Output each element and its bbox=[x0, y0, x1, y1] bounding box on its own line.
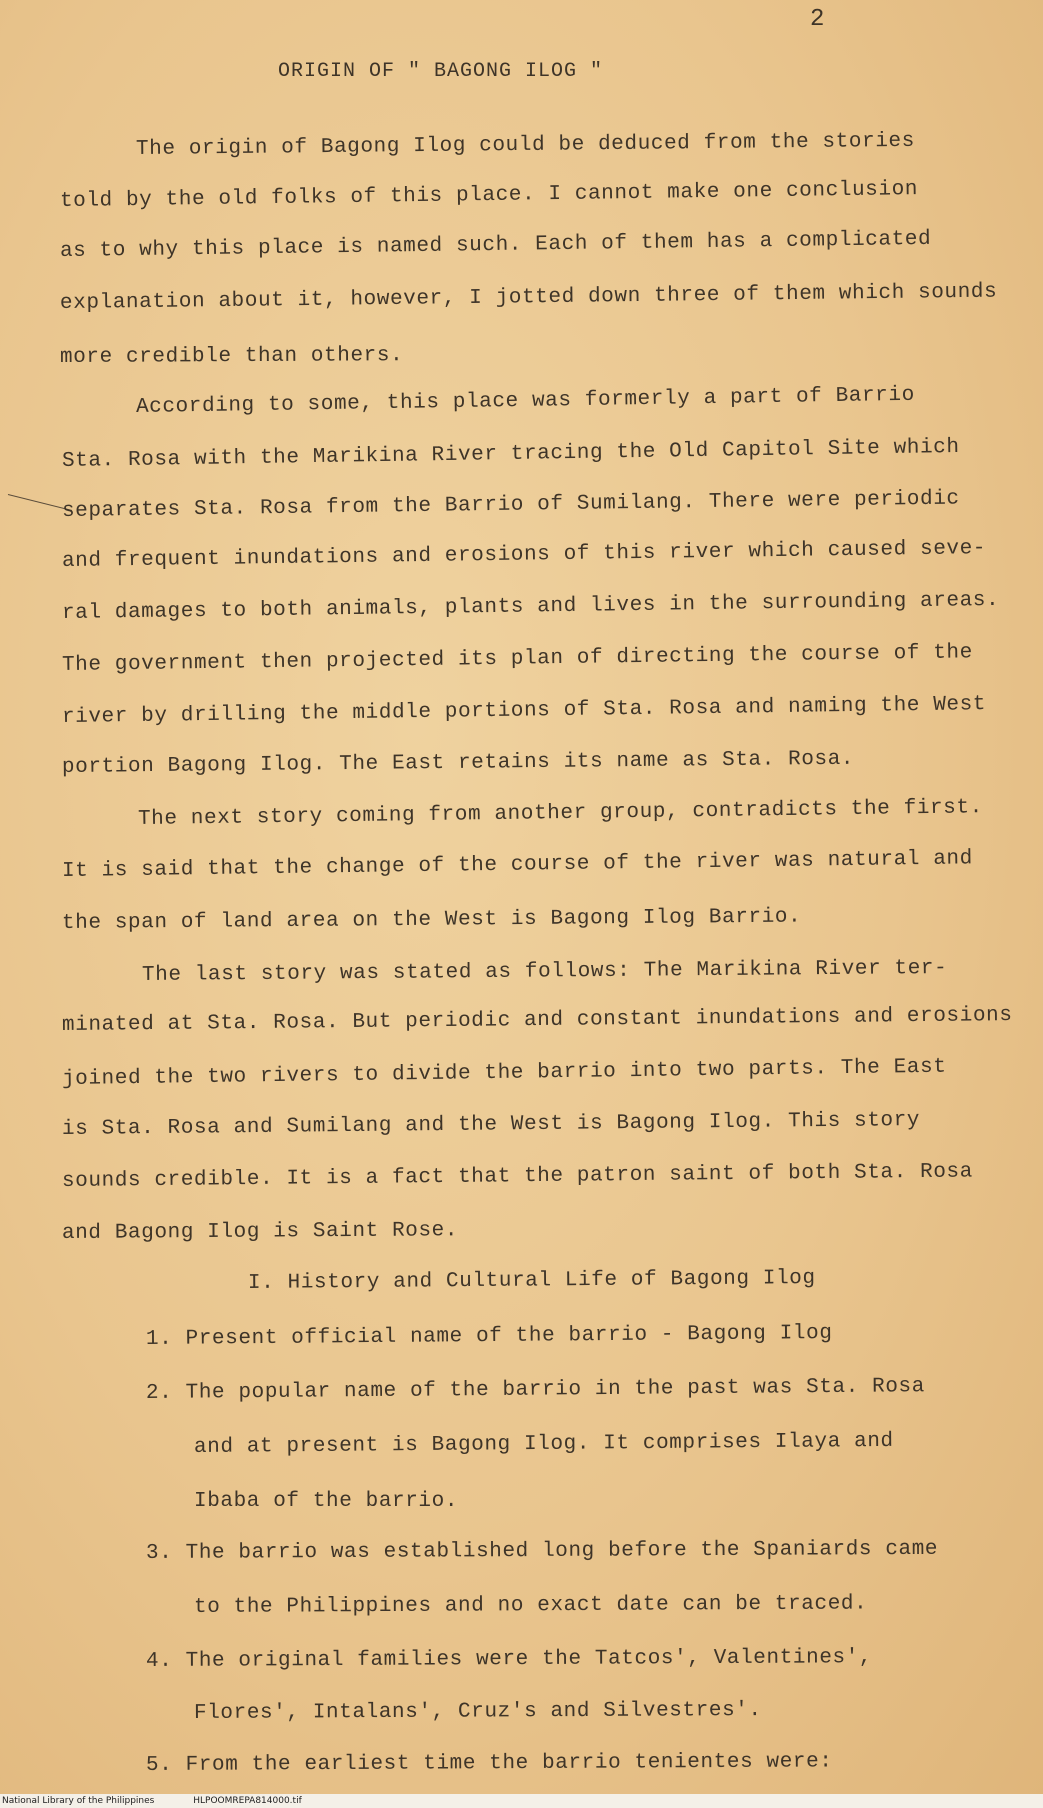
section-heading: I. History and Cultural Life of Bagong Ilog bbox=[247, 1267, 816, 1295]
body-line: 5. From the earliest time the barrio tenientes were: bbox=[145, 1750, 833, 1777]
body-line: told by the old folks of this place. I cannot make one conclusion bbox=[59, 178, 919, 213]
body-line: 2. The popular name of the barrio in the past was Sta. Rosa bbox=[145, 1375, 925, 1405]
body-line: to the Philippines and no exact date can be traced. bbox=[193, 1592, 868, 1619]
body-line: The next story coming from another group, contradicts the first. bbox=[137, 796, 984, 831]
body-line: joined the two rivers to divide the barrio into two parts. The East bbox=[61, 1055, 947, 1091]
body-line: and frequent inundations and erosions of this river which caused seve- bbox=[61, 537, 987, 573]
body-line: The origin of Bagong Ilog could be deduced from the stories bbox=[135, 129, 915, 161]
body-line: Ibaba of the barrio. bbox=[194, 1490, 459, 1513]
body-line: 4. The original families were the Tatcos', Valentines', bbox=[145, 1646, 873, 1673]
body-line: Sta. Rosa with the Marikina River tracing the Old Capitol Site which bbox=[61, 435, 960, 473]
page-number: 2 bbox=[810, 6, 825, 33]
body-line: more credible than others. bbox=[59, 344, 404, 369]
document-title: ORIGIN OF " BAGONG ILOG " bbox=[278, 60, 604, 83]
body-line: the span of land area on the West is Bagong Ilog Barrio. bbox=[61, 905, 802, 935]
archive-footer bbox=[0, 1794, 1043, 1808]
body-line: and Bagong Ilog is Saint Rose. bbox=[61, 1219, 459, 1245]
footer-file-code: HLPOOMREPA814000.tif bbox=[193, 1796, 302, 1806]
body-line: The last story was stated as follows: The Marikina River ter- bbox=[141, 956, 948, 987]
body-line: river by drilling the middle portions of Sta. Rosa and naming the West bbox=[61, 693, 987, 729]
body-line: The government then projected its plan of directing the course of the bbox=[61, 641, 974, 677]
body-line: portion Bagong Ilog. The East retains its name as Sta. Rosa. bbox=[61, 747, 855, 779]
body-line: separates Sta. Rosa from the Barrio of Sumilang. There were periodic bbox=[61, 487, 960, 523]
body-line: It is said that the change of the course of the river was natural and bbox=[61, 847, 974, 883]
body-line: ral damages to both animals, plants and lives in the surrounding areas. bbox=[61, 588, 1000, 625]
body-line: minated at Sta. Rosa. But periodic and constant inundations and erosions bbox=[61, 1004, 1013, 1037]
footer-institution: National Library of the Philippines bbox=[2, 1796, 155, 1806]
body-line: According to some, this place was formerly a part of Barrio bbox=[135, 383, 916, 419]
body-line: is Sta. Rosa and Sumilang and the West is Bagong Ilog. This story bbox=[61, 1109, 921, 1141]
body-line: 1. Present official name of the barrio - Bagong Ilog bbox=[145, 1322, 833, 1351]
body-line: sounds credible. It is a fact that the patron saint of both Sta. Rosa bbox=[61, 1160, 974, 1193]
body-line: explanation about it, however, I jotted down three of them which sounds bbox=[59, 280, 998, 315]
body-line: and at present is Bagong Ilog. It comprises Ilaya and bbox=[193, 1429, 894, 1459]
body-line: 3. The barrio was established long before the Spaniards came bbox=[145, 1537, 939, 1565]
body-line: Flores', Intalans', Cruz's and Silvestres'. bbox=[193, 1699, 762, 1725]
body-line: as to why this place is named such. Each of them has a complicated bbox=[59, 227, 932, 263]
